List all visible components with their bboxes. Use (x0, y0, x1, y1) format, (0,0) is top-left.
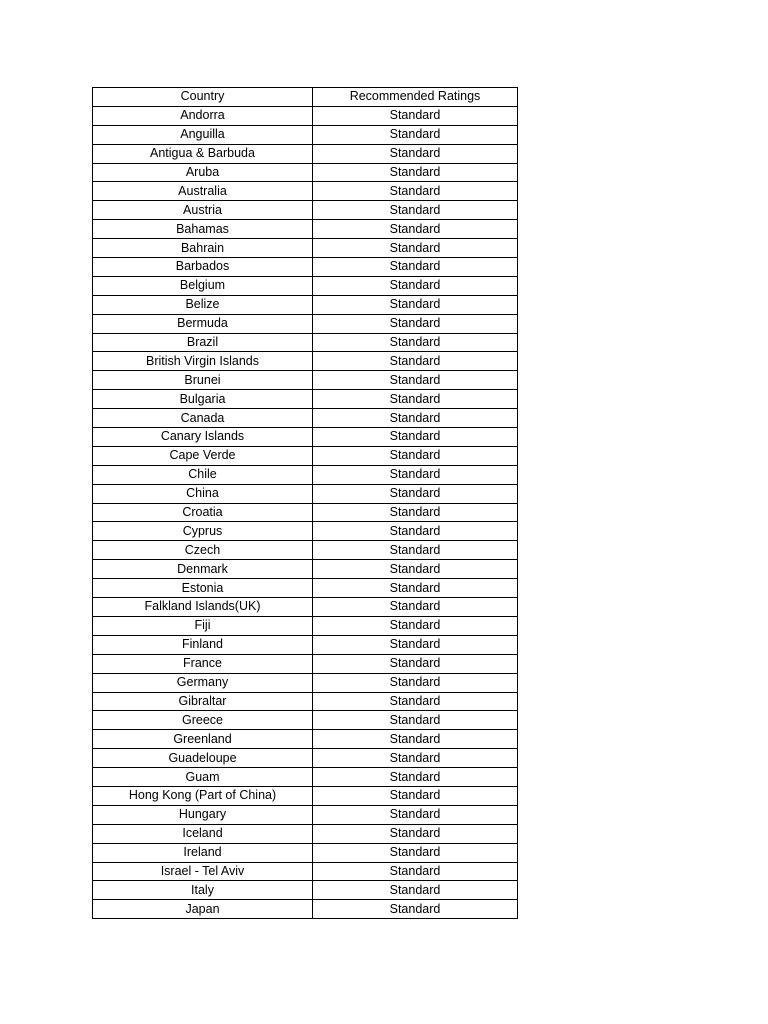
country-cell: Italy (93, 881, 313, 900)
table-row (93, 144, 518, 163)
table-row (93, 446, 518, 465)
table-row (93, 843, 518, 862)
country-cell: Finland (93, 635, 313, 654)
table-row (93, 258, 518, 277)
rating-cell: Standard (313, 711, 518, 730)
table-row (93, 522, 518, 541)
country-cell: Aruba (93, 163, 313, 182)
rating-cell: Standard (313, 749, 518, 768)
country-cell: Barbados (93, 258, 313, 277)
rating-cell: Standard (313, 598, 518, 617)
rating-cell: Standard (313, 673, 518, 692)
table-row (93, 541, 518, 560)
country-cell: Chile (93, 465, 313, 484)
country-cell: Hong Kong (Part of China) (93, 786, 313, 805)
country-cell: Anguilla (93, 125, 313, 144)
country-cell: Germany (93, 673, 313, 692)
country-cell: China (93, 484, 313, 503)
country-cell: Guadeloupe (93, 749, 313, 768)
rating-cell: Standard (313, 616, 518, 635)
table-row (93, 900, 518, 919)
table-row (93, 465, 518, 484)
rating-cell: Standard (313, 446, 518, 465)
table-row (93, 862, 518, 881)
table-row (93, 786, 518, 805)
table-body (93, 106, 518, 918)
country-cell: Canada (93, 409, 313, 428)
rating-cell: Standard (313, 428, 518, 447)
table-row (93, 276, 518, 295)
table-row (93, 635, 518, 654)
rating-cell: Standard (313, 220, 518, 239)
table-row (93, 768, 518, 787)
rating-cell: Standard (313, 522, 518, 541)
country-cell: Andorra (93, 106, 313, 125)
country-cell: Brunei (93, 371, 313, 390)
table-header-row (93, 88, 518, 107)
table-row (93, 125, 518, 144)
rating-cell: Standard (313, 654, 518, 673)
country-cell: Estonia (93, 579, 313, 598)
table-row (93, 805, 518, 824)
rating-cell: Standard (313, 201, 518, 220)
country-cell: Czech (93, 541, 313, 560)
table-row (93, 333, 518, 352)
table-row (93, 352, 518, 371)
rating-cell: Standard (313, 862, 518, 881)
table-row (93, 881, 518, 900)
rating-cell: Standard (313, 163, 518, 182)
country-cell: Fiji (93, 616, 313, 635)
table-row (93, 616, 518, 635)
country-cell: Japan (93, 900, 313, 919)
table-row (93, 201, 518, 220)
table-row (93, 654, 518, 673)
table-row (93, 182, 518, 201)
table-row (93, 560, 518, 579)
country-cell: Australia (93, 182, 313, 201)
country-cell: Antigua & Barbuda (93, 144, 313, 163)
rating-cell: Standard (313, 843, 518, 862)
rating-cell: Standard (313, 390, 518, 409)
rating-cell: Standard (313, 503, 518, 522)
table-row (93, 579, 518, 598)
table-row (93, 239, 518, 258)
rating-cell: Standard (313, 730, 518, 749)
rating-cell: Standard (313, 484, 518, 503)
rating-cell: Standard (313, 258, 518, 277)
table-row (93, 371, 518, 390)
country-cell: Hungary (93, 805, 313, 824)
country-cell: Israel - Tel Aviv (93, 862, 313, 881)
rating-cell: Standard (313, 182, 518, 201)
table-row (93, 409, 518, 428)
rating-cell: Standard (313, 352, 518, 371)
rating-cell: Standard (313, 371, 518, 390)
rating-cell: Standard (313, 768, 518, 787)
column-header-country: Country (93, 88, 313, 107)
country-cell: Croatia (93, 503, 313, 522)
country-cell: Bahrain (93, 239, 313, 258)
country-cell: Guam (93, 768, 313, 787)
table-row (93, 503, 518, 522)
country-ratings-table (92, 87, 518, 919)
rating-cell: Standard (313, 276, 518, 295)
rating-cell: Standard (313, 106, 518, 125)
rating-cell: Standard (313, 900, 518, 919)
rating-cell: Standard (313, 579, 518, 598)
table-row (93, 711, 518, 730)
country-cell: Austria (93, 201, 313, 220)
rating-cell: Standard (313, 295, 518, 314)
table-row (93, 220, 518, 239)
country-cell: Greece (93, 711, 313, 730)
country-cell: British Virgin Islands (93, 352, 313, 371)
country-cell: Cape Verde (93, 446, 313, 465)
country-cell: Iceland (93, 824, 313, 843)
table-row (93, 484, 518, 503)
country-cell: Cyprus (93, 522, 313, 541)
rating-cell: Standard (313, 541, 518, 560)
column-header-recommended-ratings: Recommended Ratings (313, 88, 518, 107)
rating-cell: Standard (313, 144, 518, 163)
rating-cell: Standard (313, 239, 518, 258)
rating-cell: Standard (313, 692, 518, 711)
rating-cell: Standard (313, 333, 518, 352)
table-row (93, 824, 518, 843)
country-cell: Bulgaria (93, 390, 313, 409)
rating-cell: Standard (313, 635, 518, 654)
country-cell: Brazil (93, 333, 313, 352)
country-cell: Denmark (93, 560, 313, 579)
country-cell: Gibraltar (93, 692, 313, 711)
country-cell: Bermuda (93, 314, 313, 333)
rating-cell: Standard (313, 805, 518, 824)
table-row (93, 692, 518, 711)
table-row (93, 390, 518, 409)
rating-cell: Standard (313, 465, 518, 484)
table-row (93, 428, 518, 447)
table-row (93, 163, 518, 182)
country-cell: Ireland (93, 843, 313, 862)
country-cell: Bahamas (93, 220, 313, 239)
table-row (93, 295, 518, 314)
rating-cell: Standard (313, 786, 518, 805)
table-row (93, 673, 518, 692)
rating-cell: Standard (313, 314, 518, 333)
table-row (93, 314, 518, 333)
country-cell: Greenland (93, 730, 313, 749)
country-cell: Canary Islands (93, 428, 313, 447)
rating-cell: Standard (313, 881, 518, 900)
table-row (93, 749, 518, 768)
table-row (93, 730, 518, 749)
table-row (93, 106, 518, 125)
table-row (93, 598, 518, 617)
rating-cell: Standard (313, 409, 518, 428)
country-cell: France (93, 654, 313, 673)
rating-cell: Standard (313, 560, 518, 579)
country-cell: Falkland Islands(UK) (93, 598, 313, 617)
rating-cell: Standard (313, 824, 518, 843)
country-cell: Belize (93, 295, 313, 314)
country-cell: Belgium (93, 276, 313, 295)
rating-cell: Standard (313, 125, 518, 144)
